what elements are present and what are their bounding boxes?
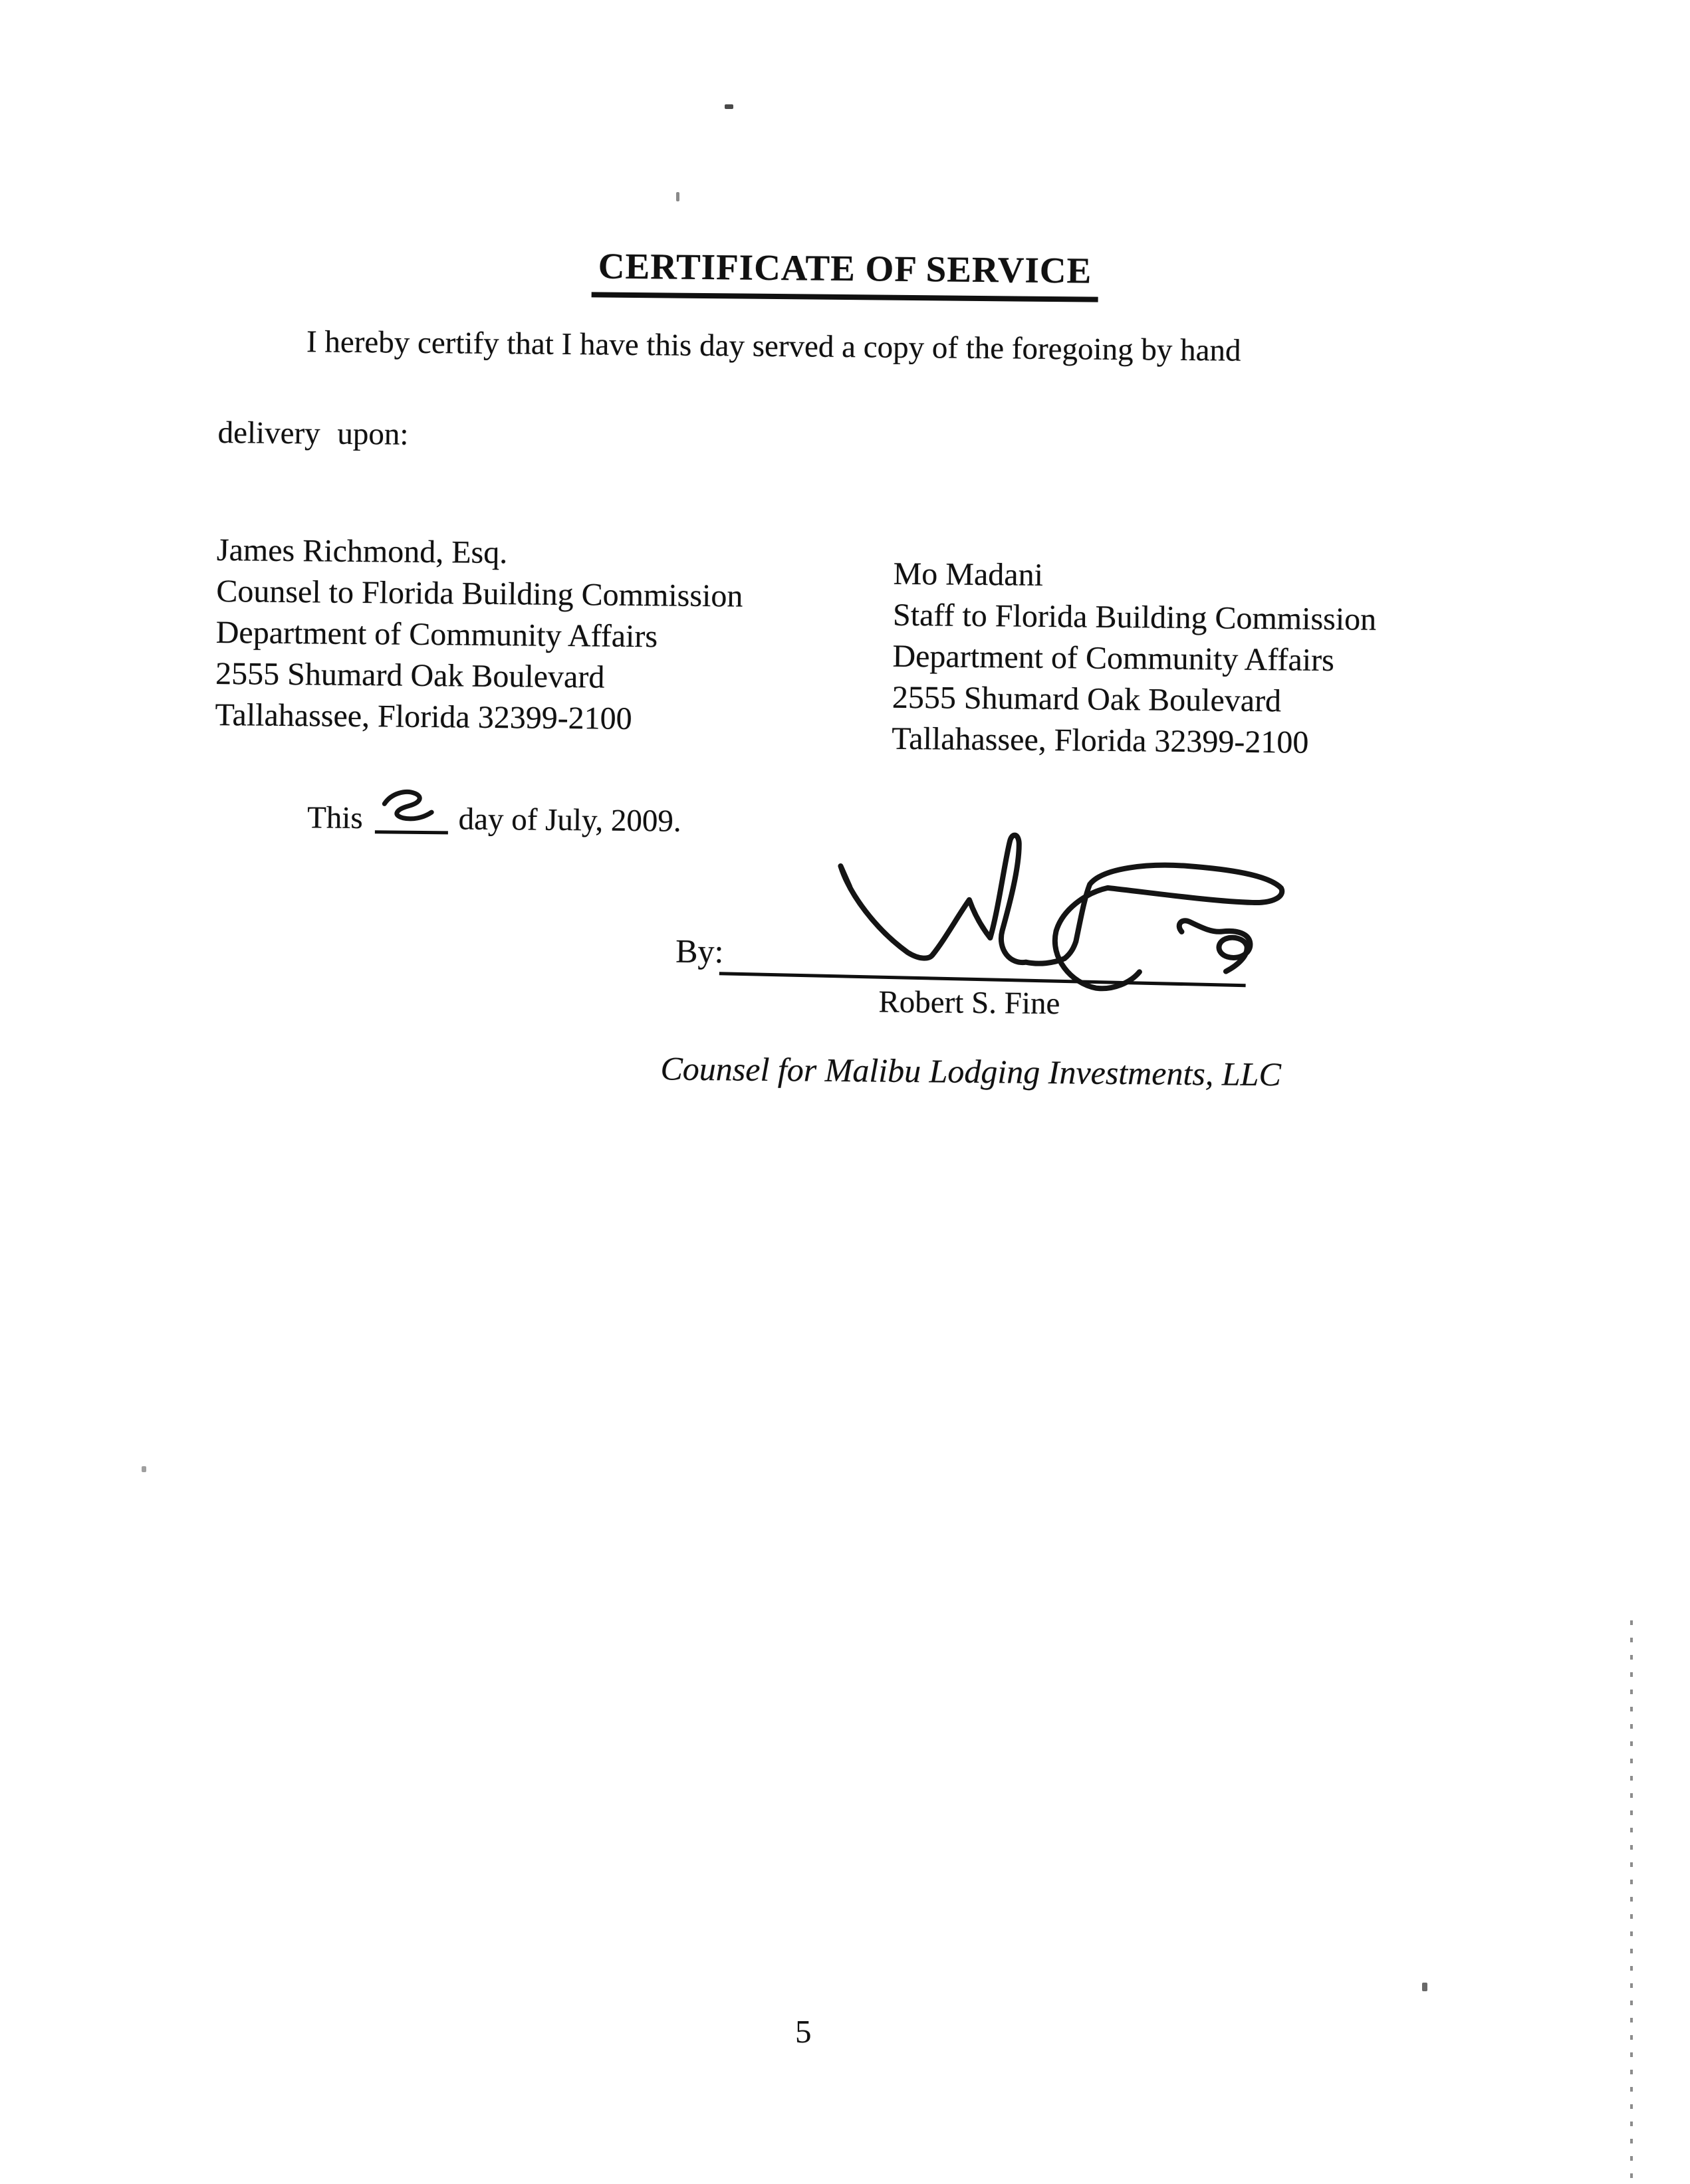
recipient-block-james-richmond (215, 530, 743, 741)
certify-paragraph-line2: delivery upon: (217, 415, 409, 452)
scan-artifact-dotted-line (1630, 1620, 1633, 2184)
recipient-line: James Richmond, Esq. (216, 532, 508, 571)
scan-speck (142, 1466, 146, 1472)
title-row (0, 239, 1690, 297)
recipient-line: Counsel to Florida Building Commission (216, 573, 743, 614)
scan-speck (725, 104, 733, 109)
by-label: By: (675, 932, 724, 970)
date-prefix: This (306, 800, 363, 836)
handwritten-day-numeral (376, 788, 438, 827)
page-number: 5 (795, 2013, 812, 2050)
date-line (307, 796, 681, 837)
page-title: CERTIFICATE OF SERVICE (591, 245, 1098, 302)
scan-speck (1422, 1983, 1427, 1991)
signer-title: Counsel for Malibu Lodging Investments, LLC (660, 1049, 1282, 1093)
day-blank-underline (374, 802, 447, 834)
recipient-line: 2555 Shumard Oak Boulevard (215, 655, 605, 695)
certify-paragraph-line1: I hereby certify that I have this day served a copy of the foregoing by hand (306, 324, 1241, 368)
recipient-line: Mo Madani (893, 556, 1044, 593)
recipient-line: 2555 Shumard Oak Boulevard (892, 679, 1282, 719)
recipient-line: Tallahassee, Florida 32399-2100 (892, 720, 1309, 760)
recipient-line: Department of Community Affairs (215, 614, 658, 655)
recipient-line: Department of Community Affairs (892, 638, 1335, 679)
date-suffix: day of July, 2009. (458, 802, 681, 839)
recipient-line: Staff to Florida Building Commission (892, 597, 1377, 637)
recipient-line: Tallahassee, Florida 32399-2100 (215, 697, 632, 736)
scan-speck (676, 192, 679, 201)
signature-handwriting (814, 828, 1289, 999)
signer-name: Robert S. Fine (878, 984, 1060, 1022)
recipient-block-mo-madani (892, 554, 1377, 764)
